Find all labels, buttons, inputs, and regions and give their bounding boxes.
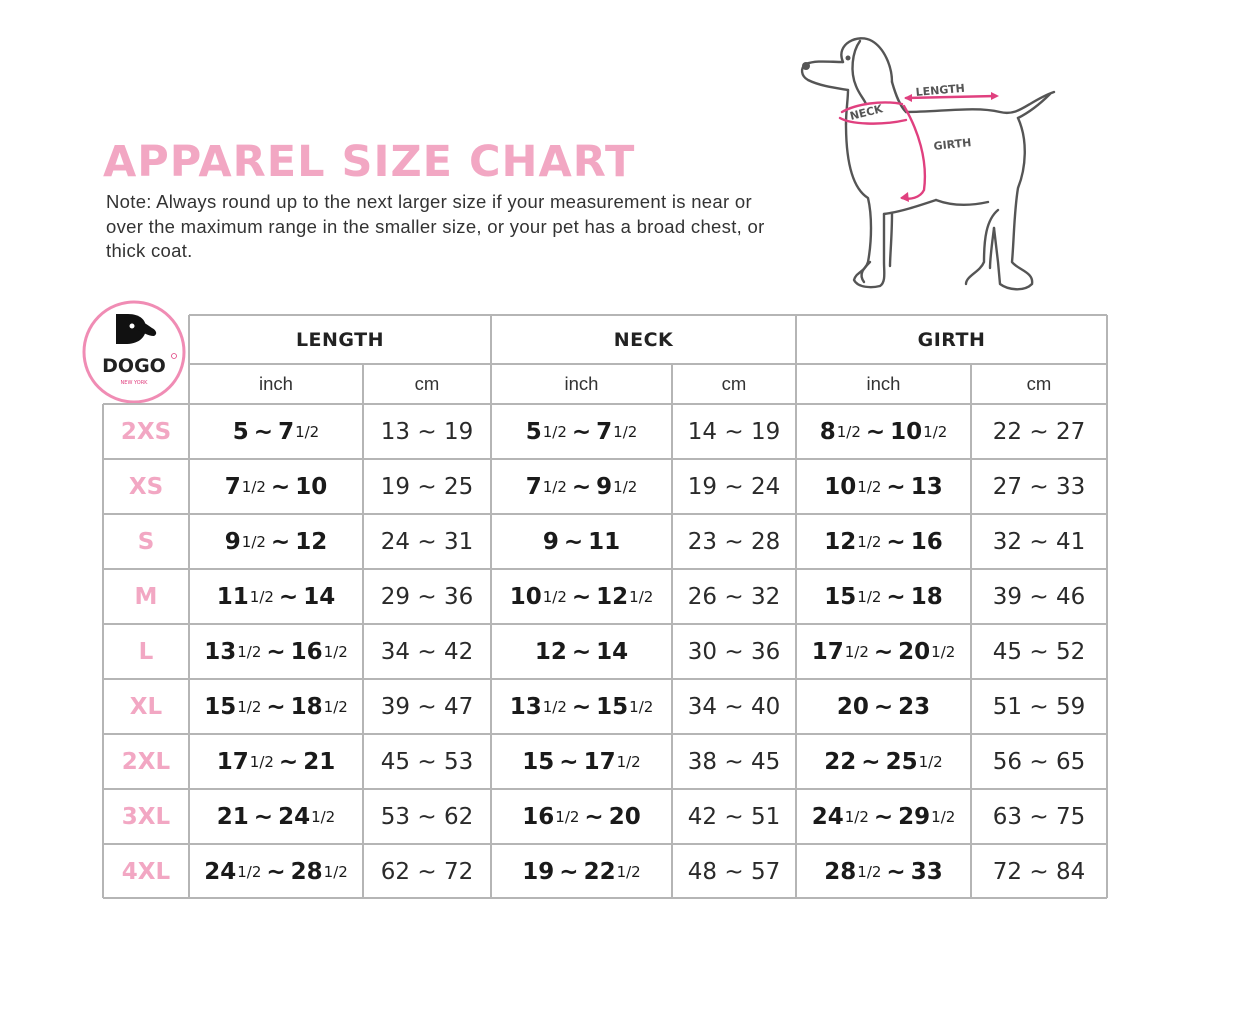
cm-range: 13 ~ 19 [380, 418, 474, 445]
cm-range: 14 ~ 19 [687, 418, 781, 445]
cm-range: 39 ~ 46 [992, 583, 1086, 610]
size-label: XL [129, 693, 163, 720]
size-label: 4XL [121, 858, 171, 885]
logo-text: DOGO [102, 355, 166, 377]
inch-range: 24 1/2 ~ 28 1/2 [204, 858, 348, 885]
inch-range: 28 1/2 ~ 33 [824, 858, 943, 885]
cm-range: 48 ~ 57 [687, 858, 781, 885]
inch-range: 10 1/2 ~ 12 1/2 [509, 583, 654, 610]
inch-range: 8 1/2 ~ 10 1/2 [819, 418, 948, 445]
inch-range: 7 1/2 ~ 10 [224, 473, 328, 500]
unit-header: cm [414, 373, 440, 394]
unit-header: inch [866, 373, 901, 394]
size-label: 2XS [120, 418, 172, 445]
inch-range: 7 1/2 ~ 9 1/2 [525, 473, 638, 500]
cm-range: 29 ~ 36 [380, 583, 474, 610]
inch-range: 21 ~ 24 1/2 [216, 803, 336, 830]
unit-header: cm [721, 373, 747, 394]
logo-subtext: NEW YORK [120, 380, 148, 386]
inch-range: 9 ~ 11 [542, 528, 621, 555]
inch-range: 19 ~ 22 1/2 [522, 858, 641, 885]
cm-range: 24 ~ 31 [380, 528, 474, 555]
cm-range: 39 ~ 47 [380, 693, 474, 720]
inch-range: 17 1/2 ~ 20 1/2 [811, 638, 956, 665]
cm-range: 34 ~ 40 [687, 693, 781, 720]
cm-range: 56 ~ 65 [992, 748, 1086, 775]
cm-range: 26 ~ 32 [687, 583, 781, 610]
unit-header: inch [259, 373, 293, 394]
cm-range: 62 ~ 72 [380, 858, 474, 885]
unit-header: inch [564, 373, 599, 394]
inch-range: 15 ~ 17 1/2 [522, 748, 641, 775]
inch-range: 12 ~ 14 [534, 638, 629, 665]
page-title: APPAREL SIZE CHART [103, 137, 636, 187]
size-label: XS [128, 473, 164, 500]
inch-range: 10 1/2 ~ 13 [824, 473, 943, 500]
inch-range: 15 1/2 ~ 18 1/2 [204, 693, 348, 720]
size-label: M [134, 583, 158, 610]
inch-range: 13 1/2 ~ 16 1/2 [204, 638, 348, 665]
size-label: 2XL [121, 748, 171, 775]
cm-range: 38 ~ 45 [687, 748, 781, 775]
cm-range: 30 ~ 36 [687, 638, 781, 665]
cm-range: 53 ~ 62 [380, 803, 474, 830]
unit-header: cm [1026, 373, 1052, 394]
size-label: L [138, 638, 154, 665]
cm-range: 22 ~ 27 [992, 418, 1086, 445]
cm-range: 45 ~ 52 [992, 638, 1086, 665]
inch-range: 24 1/2 ~ 29 1/2 [811, 803, 956, 830]
inch-range: 17 1/2 ~ 21 [216, 748, 336, 775]
inch-range: 5 1/2 ~ 7 1/2 [525, 418, 638, 445]
cm-range: 51 ~ 59 [992, 693, 1086, 720]
inch-range: 12 1/2 ~ 16 [824, 528, 943, 555]
column-group-header: GIRTH [917, 328, 986, 351]
inch-range: 22 ~ 25 1/2 [824, 748, 943, 775]
column-group-header: LENGTH [295, 328, 385, 351]
cm-range: 32 ~ 41 [992, 528, 1086, 555]
length-label: LENGTH [915, 81, 966, 99]
sizing-note: Note: Always round up to the next larger size if your measurement is near or over the maximum range in the smaller size, or your pet has a broad chest, or thick coat. [106, 191, 765, 261]
cm-range: 34 ~ 42 [380, 638, 474, 665]
inch-range: 16 1/2 ~ 20 [522, 803, 641, 830]
cm-range: 42 ~ 51 [687, 803, 781, 830]
size-label: 3XL [121, 803, 171, 830]
cm-range: 72 ~ 84 [992, 858, 1086, 885]
inch-range: 9 1/2 ~ 12 [224, 528, 328, 555]
inch-range: 13 1/2 ~ 15 1/2 [509, 693, 654, 720]
cm-range: 27 ~ 33 [992, 473, 1086, 500]
column-group-header: NECK [613, 328, 674, 351]
inch-range: 20 ~ 23 [836, 693, 931, 720]
cm-range: 19 ~ 24 [687, 473, 781, 500]
cm-range: 45 ~ 53 [380, 748, 474, 775]
inch-range: 5 ~ 7 1/2 [232, 418, 320, 445]
neck-label: NECK [848, 102, 885, 123]
cm-range: 23 ~ 28 [687, 528, 781, 555]
inch-range: 15 1/2 ~ 18 [824, 583, 943, 610]
size-label: S [137, 528, 155, 555]
girth-label: GIRTH [932, 136, 972, 153]
inch-range: 11 1/2 ~ 14 [216, 583, 336, 610]
cm-range: 19 ~ 25 [380, 473, 474, 500]
cm-range: 63 ~ 75 [992, 803, 1086, 830]
